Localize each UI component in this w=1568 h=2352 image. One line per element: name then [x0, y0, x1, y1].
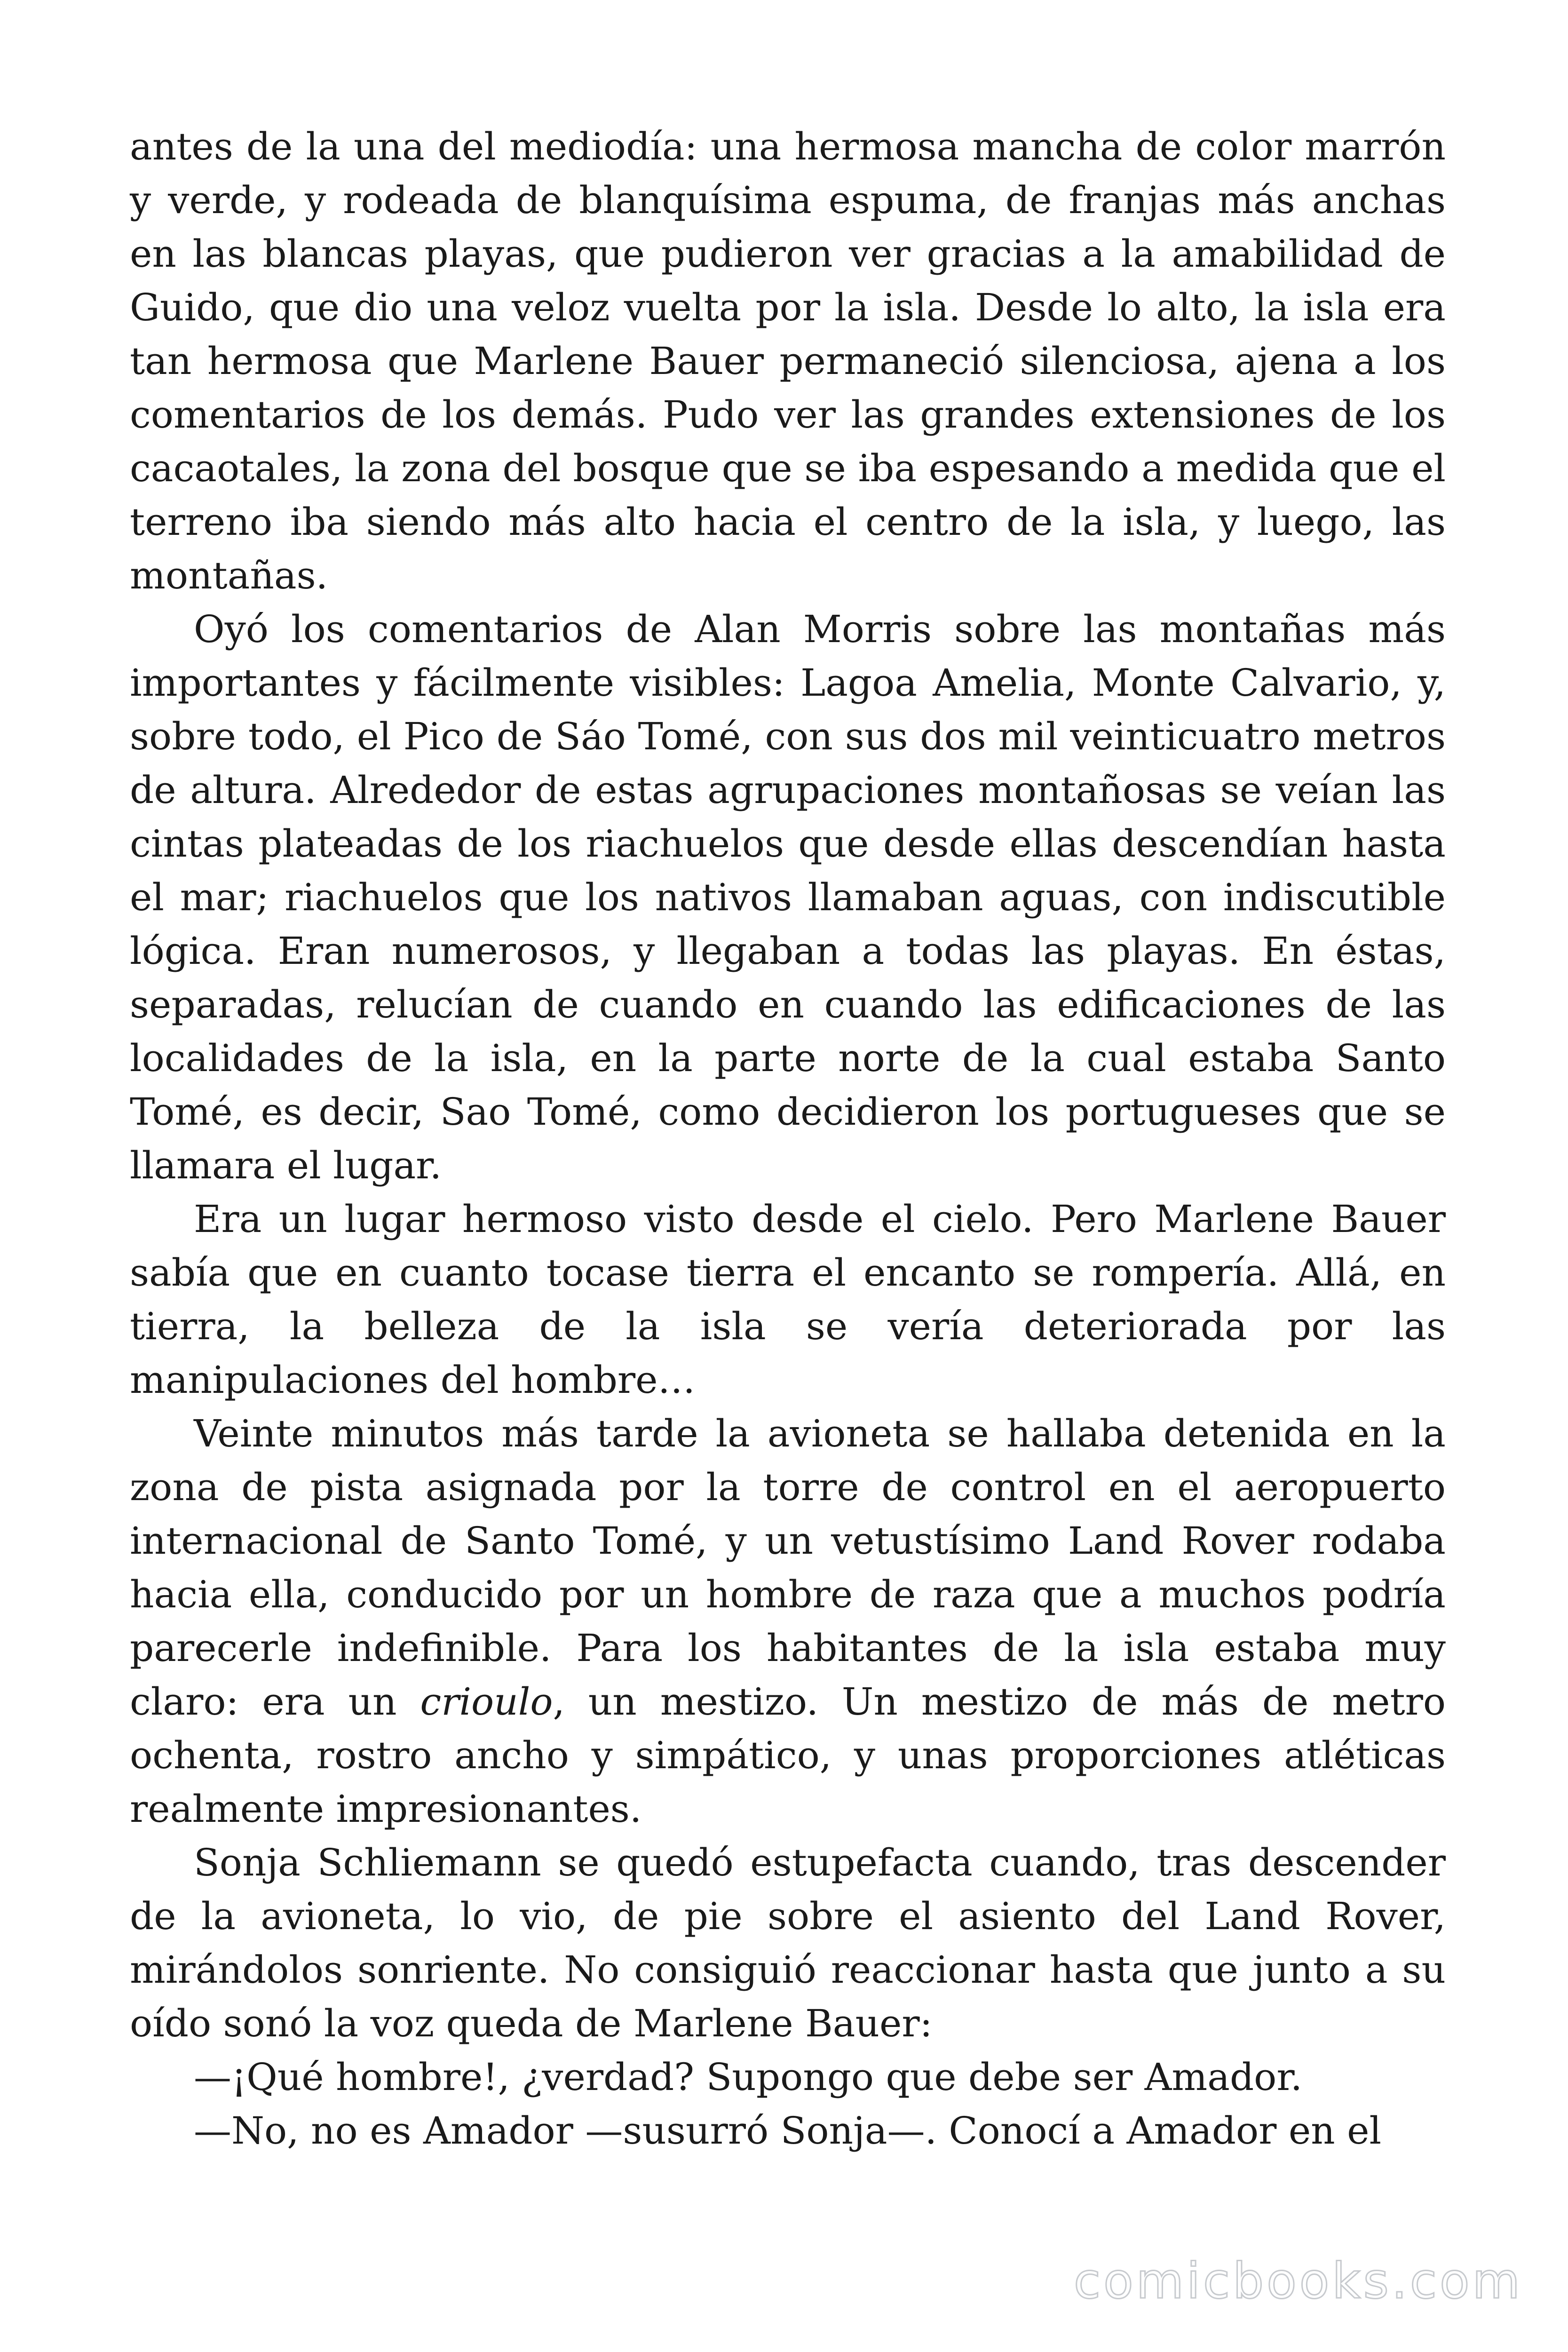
paragraph-1: antes de la una del mediodía: una hermosa mancha de color marrón y verde, y rodeada de blanquísima espuma, de franjas más anchas en las blancas playas, que pudieron ver gracias a la amabilidad de Guido, que dio una veloz vuelta por la isla. Desde lo alto, la isla era tan hermosa que Marlene Bauer permaneció silenciosa, ajena a los comentarios de los demás. Pudo ver las grandes extensiones de los cacaotales, la zona del bosque que se iba espesando a medida que el terreno iba siendo más alto hacia el centro de la isla, y luego, las montañas.: [130, 125, 1446, 597]
dialogue-line-1: —¡Qué hombre!, ¿verdad? Supongo que debe ser Amador.: [194, 2055, 1303, 2099]
paragraph-4-part-2: , un mestizo. Un mestizo de más de metro ochenta, rostro ancho y simpático, y unas proporciones atléticas realmente impresionantes.: [130, 1680, 1446, 1831]
watermark: comicbooks.com: [1073, 2252, 1523, 2310]
body-text: [130, 120, 1446, 2158]
paragraph-5: Sonja Schliemann se quedó estupefacta cuando, tras descender de la avioneta, lo vio, de pie sobre el asiento del Land Rover, mirándolos sonriente. No consiguió reaccionar hasta que junto a su oído sonó la voz queda de Marlene Bauer:: [130, 1841, 1446, 2045]
emphasized-word: crioulo: [420, 1680, 553, 1724]
paragraph-3: Era un lugar hermoso visto desde el cielo. Pero Marlene Bauer sabía que en cuanto tocase tierra el encanto se rompería. Allá, en tierra, la belleza de la isla se vería deteriorada por las manipulaciones del hombre…: [130, 1197, 1446, 1402]
paragraph-4-part-1: Veinte minutos más tarde la avioneta se hallaba detenida en la zona de pista asignada por la torre de control en el aeropuerto internacional de Santo Tomé, y un vetustísimo Land Rover rodaba hacia ella, conducido por un hombre de raza que a muchos podría parecerle indefinible. Para los habitantes de la isla estaba muy claro: era un: [130, 1412, 1446, 1724]
paragraph-2: Oyó los comentarios de Alan Morris sobre las montañas más importantes y fácilmente visibles: Lagoa Amelia, Monte Calvario, y, sobre todo, el Pico de Sáo Tomé, con sus dos mil veinticuatro metros de altura. Alrededor de estas agrupaciones montañosas se veían las cintas plateadas de los riachuelos que desde ellas descendían hasta el mar; riachuelos que los nativos llamaban aguas, con indiscutible lógica. Eran numerosos, y llegaban a todas las playas. En éstas, separadas, relucían de cuando en cuando las edificaciones de las localidades de la isla, en la parte norte de la cual estaba Santo Tomé, es decir, Sao Tomé, como decidieron los portugueses que se llamara el lugar.: [130, 607, 1446, 1187]
dialogue-line-2: —No, no es Amador —susurró Sonja—. Conocí a Amador en el: [194, 2109, 1382, 2153]
paragraph-4: [130, 1407, 1446, 1836]
